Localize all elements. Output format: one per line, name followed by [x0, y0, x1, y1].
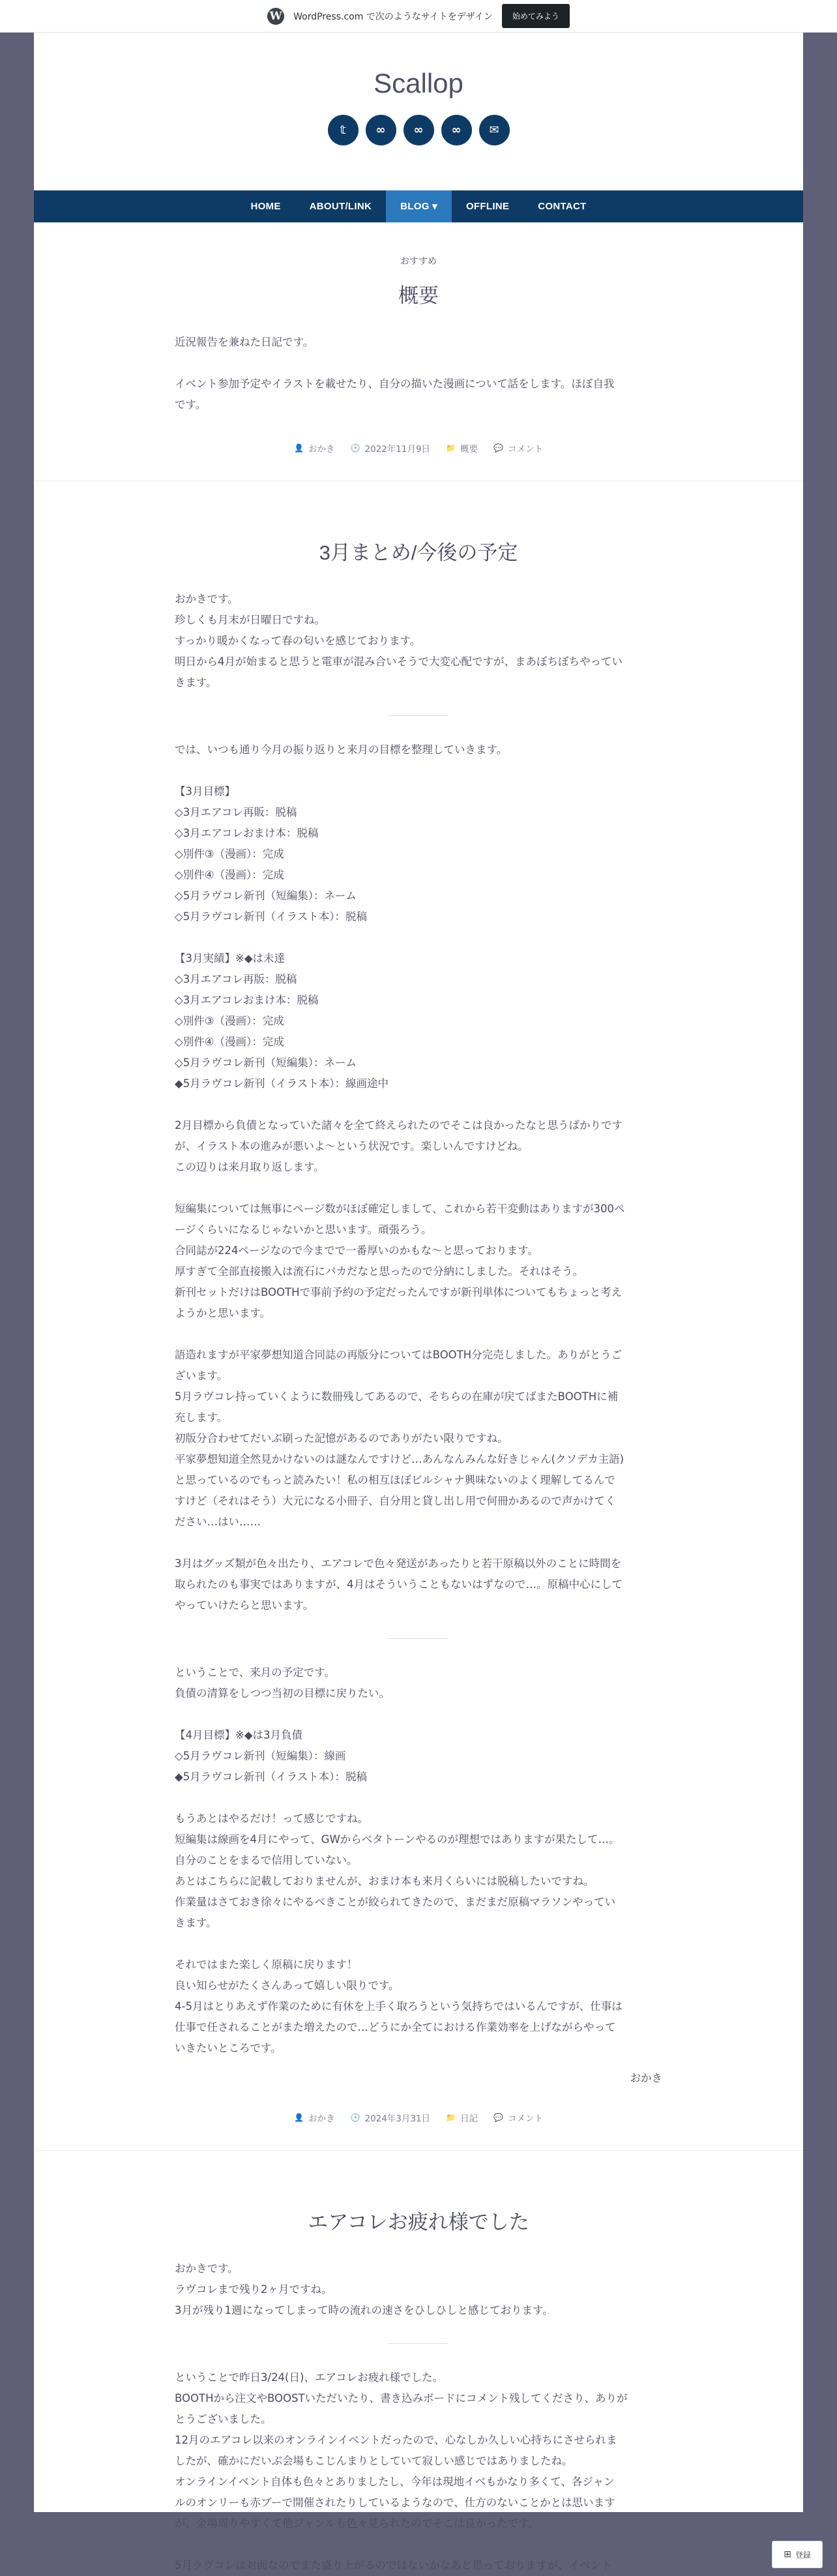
sticky-label: おすすめ — [400, 256, 437, 267]
post-title[interactable]: エアコレお疲れ様でした — [308, 2211, 529, 2234]
text-line: やっていけたらと思います。 — [175, 1599, 314, 1611]
text-line — [175, 2534, 662, 2555]
text-line: ◇別件④（漫画）：完成 — [175, 1036, 284, 1048]
blog-post — [175, 481, 662, 2124]
text-line: 12月のエアコレ以来のオンラインイベントだったので、心なしか久しい心持ちにさせられま — [175, 2434, 617, 2446]
post-body — [175, 332, 662, 415]
section-separator — [389, 1638, 448, 1639]
wordpress-banner — [0, 0, 837, 33]
mail-icon[interactable]: ✉ — [479, 115, 510, 145]
text-line — [175, 1094, 662, 1115]
text-line — [175, 1178, 662, 1199]
text-line: 自分のことをまるで信用していない。 — [175, 1854, 358, 1866]
nav-item-about-link[interactable]: ABOUT/LINK — [309, 201, 372, 212]
text-line: 珍しくも月末が日曜日ですね。 — [175, 614, 325, 626]
text-line: 短編集は線画を4月にやって、GWからベタトーンやるのが理想ではありますが果たして…。 — [175, 1833, 620, 1846]
follow-label: 登録 — [795, 2550, 811, 2560]
follow-button[interactable] — [772, 2541, 823, 2568]
text-line: ◇別件④（漫画）：完成 — [175, 869, 284, 881]
text-line: 5月ラヴコレ持っていくように数冊残してあるので、そちらの在庫が戻てばまたBOOTHに補 — [175, 1390, 619, 1403]
text-line: 作業量はさておき徐々にやるべきことが絞られてきたので、まだまだ原稿マラソンやってい — [175, 1896, 616, 1908]
post-author-link-text: おかき — [308, 2114, 335, 2124]
text-line: おかきです。 — [175, 593, 239, 605]
post-category-link-text: 日記 — [460, 2114, 478, 2124]
post-body — [175, 589, 662, 2059]
text-line: が、イラスト本の進みが悪いよ～という状況です。楽しいんですけどね。 — [175, 1140, 529, 1152]
text-line: もうあとはやるだけ！って感じですね。 — [175, 1812, 368, 1825]
text-line — [175, 1704, 662, 1725]
text-line — [175, 927, 662, 948]
nav-item-home[interactable]: HOME — [250, 201, 281, 212]
text-line — [175, 1533, 662, 1553]
text-line — [175, 1788, 662, 1808]
text-line: 3月はグッズ類が色々出たり、エアコレで色々発送があったりと若干原稿以外のことに時間を — [175, 1557, 622, 1570]
nav-item-offline[interactable]: OFFLINE — [465, 201, 510, 212]
post-comment-link[interactable] — [493, 442, 543, 455]
post-comment-link[interactable] — [493, 2111, 543, 2124]
main-navigation — [34, 190, 803, 222]
text-line: 平家夢想知道全然見かけないのは謎なんですけど…あんなんみんな好きじゃん(クソデカ主語) — [175, 1453, 624, 1465]
folder-icon: 📁 — [446, 443, 456, 453]
text-line: すっかり暖かくなって春の匂いを感じております。 — [175, 635, 421, 647]
clock-icon: 🕒 — [350, 2113, 360, 2122]
text-line: 良い知らせがたくさんあって嬉しい限りです。 — [175, 1979, 400, 1992]
text-line: 5月ラヴコレは対面なのでまた盛り上がるのではないかなあと思っておりますが、イベント — [175, 2559, 612, 2571]
site-title[interactable]: Scallop — [374, 68, 463, 98]
text-line: ◆5月ラヴコレ新刊（イラスト本）：脱稿 — [175, 1771, 367, 1783]
text-line: 【3月目標】 — [175, 785, 235, 798]
text-line: 4-5月はとりあえず作業のために有休を上手く取ろうという気持ちではいるんですが、仕事は — [175, 2000, 623, 2013]
post-category-link[interactable] — [446, 2111, 478, 2124]
text-line: すけど（それはそう）大元になる小冊子、自分用と貸し出し用で何冊かあるので声かけてく — [175, 1495, 616, 1507]
content-area — [175, 254, 662, 2576]
text-line — [175, 1934, 662, 1954]
post-category-link[interactable] — [446, 442, 478, 455]
text-line: それではまた楽しく原稿に戻ります！ — [175, 1958, 358, 1971]
section-separator — [389, 2343, 448, 2344]
text-line: ださい…はい…… — [175, 1516, 261, 1528]
text-line: オンラインイベント自体も色々とありましたし、今年は現地イベもかなり多くて、各ジャン — [175, 2476, 615, 2488]
text-line: 近況報告を兼ねた日記です。 — [175, 336, 314, 348]
text-line: あとはこちらに記載しておりませんが、おまけ本も来月くらいには脱稿したいですね。 — [175, 1875, 595, 1887]
text-line: とうございました。 — [175, 2413, 272, 2425]
text-line: 2月目標から負債となっていた諸々を全て終えられたのでそこは良かったなと思うばかりです — [175, 1119, 623, 1131]
post-date-link-text: 2022年11月9日 — [364, 444, 431, 455]
post-category-link-text: 概要 — [460, 444, 478, 455]
post-date-link[interactable] — [350, 2111, 430, 2124]
post-signature: おかき — [630, 2072, 662, 2084]
text-line: 短編集については無事にページ数がほぼ確定しまして、これから若干変動はありますが300ペ — [175, 1203, 625, 1215]
text-line: おかきです。 — [175, 2262, 239, 2275]
comment-icon: 💬 — [493, 2113, 503, 2122]
text-line: 初版分合わせてだいぶ刷った記憶があるのでありがたい限りですね。 — [175, 1432, 508, 1445]
post-author-link[interactable] — [294, 442, 334, 455]
get-started-button[interactable]: 始めてみよう — [502, 4, 570, 28]
post-title[interactable]: 3月まとめ/今後の予定 — [319, 541, 518, 564]
text-line: ということで昨日3/24(日)、エアコレお疲れ様でした。 — [175, 2371, 444, 2384]
text-line: きます。 — [175, 676, 217, 689]
author-icon: 👤 — [294, 443, 304, 453]
nav-item-contact[interactable]: CONTACT — [538, 201, 587, 212]
text-line: ざいます。 — [175, 1370, 228, 1382]
post-date-link[interactable] — [350, 442, 430, 455]
text-line: 3月が残り1週になってしまって時の流れの速さをひしひしと感じております。 — [175, 2304, 553, 2316]
text-line: です。 — [175, 398, 207, 411]
social-links — [34, 115, 803, 145]
text-line: ◆5月ラヴコレ新刊（イラスト本）：線画途中 — [175, 1077, 389, 1090]
link-icon[interactable]: ∞ — [366, 115, 396, 145]
text-line: したが、確かにだいぶ会場もこじんまりとしていて寂しい感じではありましたね。 — [175, 2455, 573, 2467]
text-line: いきたいところです。 — [175, 2042, 282, 2054]
blog-post — [175, 2150, 662, 2576]
text-line: ◇3月エアコレ再版：脱稿 — [175, 973, 297, 985]
text-line: と思っているのでもっと読みたい！私の相互ほぼビルシャナ興味ないのよく理解してるんで — [175, 1474, 615, 1486]
text-line: イベント参加予定やイラストを載せたり、自分の描いた漫画について話をします。ほぼ自我 — [175, 378, 615, 390]
post-header — [175, 481, 662, 565]
text-line: きます。 — [175, 1917, 217, 1929]
text-line: 新刊セットだけはBOOTHで事前予約の予定だったんですが新刊単体についてもちょっと考え — [175, 1286, 623, 1298]
text-line: この辺りは来月取り返します。 — [175, 1161, 325, 1173]
text-line: 【4月目標】※◆は3月負債 — [175, 1729, 303, 1741]
text-line: が、金場周りやすくて他ジャンルも色々見られたのでそこは良かったです。 — [175, 2517, 539, 2530]
text-line: 負債の清算をしつつ当初の目標に戻りたい。 — [175, 1687, 390, 1700]
text-line: BOOTHから注文やBOOSTいただいたり、書き込みボードにコメント残してくださり、ありが — [175, 2392, 628, 2404]
wordpress-logo-icon[interactable]: W — [267, 8, 284, 25]
post-body — [175, 2258, 662, 2576]
text-line: ◇3月エアコレおまけ本：脱稿 — [175, 994, 319, 1006]
text-line: ということで、来月の予定です。 — [175, 1666, 335, 1679]
author-icon: 👤 — [294, 2113, 304, 2122]
text-line: ◇5月ラヴコレ新刊（短編集）：線画 — [175, 1750, 346, 1762]
post-header — [175, 2151, 662, 2235]
post-author-link[interactable] — [294, 2111, 334, 2124]
section-separator — [389, 715, 448, 716]
follow-icon: ⊞ — [784, 2549, 791, 2560]
text-line — [175, 353, 662, 374]
post-meta — [175, 442, 662, 455]
text-line: 仕事で任されることがまた増えたので…どうにか全てにおける作業効率を上げながらやって — [175, 2021, 616, 2033]
post-author-link-text: おかき — [308, 444, 335, 455]
text-line: ◇別件③（漫画）：完成 — [175, 1015, 284, 1027]
post-comment-link-text: コメント — [507, 2114, 543, 2124]
text-line: ラヴコレまで残り2ヶ月ですね。 — [175, 2283, 332, 2296]
text-line: ◇別件③（漫画）：完成 — [175, 848, 284, 860]
folder-icon: 📁 — [446, 2113, 456, 2122]
comment-icon: 💬 — [493, 443, 503, 453]
text-line: ージくらいになるじゃないかと思います。頑張ろう。 — [175, 1223, 432, 1236]
text-line: ◇5月ラヴコレ新刊（短編集）：ネーム — [175, 1056, 357, 1069]
text-line: 充します。 — [175, 1411, 228, 1424]
nav-item-blog[interactable]: BLOG ▾ — [386, 190, 452, 222]
text-line — [175, 1324, 662, 1345]
post-comment-link-text: コメント — [507, 444, 543, 455]
text-line: 合同誌が224ページなので今までで一番厚いのかもな～と思っております。 — [175, 1244, 538, 1257]
post-date-link-text: 2024年3月31日 — [364, 2114, 431, 2124]
text-line: では、いつも通り今月の振り返りと来月の目標を整理していきます。 — [175, 743, 508, 756]
post-header — [175, 254, 662, 308]
text-line: ようかと思います。 — [175, 1307, 271, 1319]
link-icon[interactable]: ∞ — [404, 115, 434, 145]
text-line — [175, 760, 662, 781]
text-line: ◇3月エアコレおまけ本：脱稿 — [175, 827, 319, 839]
post-meta — [175, 2111, 662, 2124]
text-line: ◇3月エアコレ再販：脱稿 — [175, 806, 297, 818]
post-title[interactable]: 概要 — [398, 284, 439, 307]
twitter-icon[interactable]: 𝕥 — [328, 115, 359, 145]
text-line: ◇5月ラヴコレ新刊（短編集）：ネーム — [175, 890, 357, 902]
text-line: 厚すぎて全部直接搬入は流石にバカだなと思ったので分納にしました。それはそう。 — [175, 1265, 583, 1278]
text-line: 取られたのも事実ではありますが、4月はそういうこともないはずなので…。原稿中心にして — [175, 1578, 623, 1591]
text-line: ◇5月ラヴコレ新刊（イラスト本）：脱稿 — [175, 910, 367, 923]
blog-post — [175, 254, 662, 455]
text-line: 語造れますが平家夢想知道合同誌の再版分についてはBOOTH分完売しました。ありがとうご — [175, 1349, 623, 1361]
text-line: ルのオンリーも赤ブーで開催されたりしているようなので、仕方のないことかとは思います — [175, 2496, 615, 2509]
wordpress-banner-text[interactable]: WordPress.com で次のようなサイトをデザイン — [293, 11, 493, 22]
clock-icon: 🕒 — [350, 443, 360, 453]
text-line: 【3月実績】※◆は未達 — [175, 952, 286, 965]
text-line: 明日から4月が始まると思うと電車が混み合いそうで大変心配ですが、まあぼちぼちやってい — [175, 655, 623, 668]
link-icon[interactable]: ∞ — [441, 115, 472, 145]
